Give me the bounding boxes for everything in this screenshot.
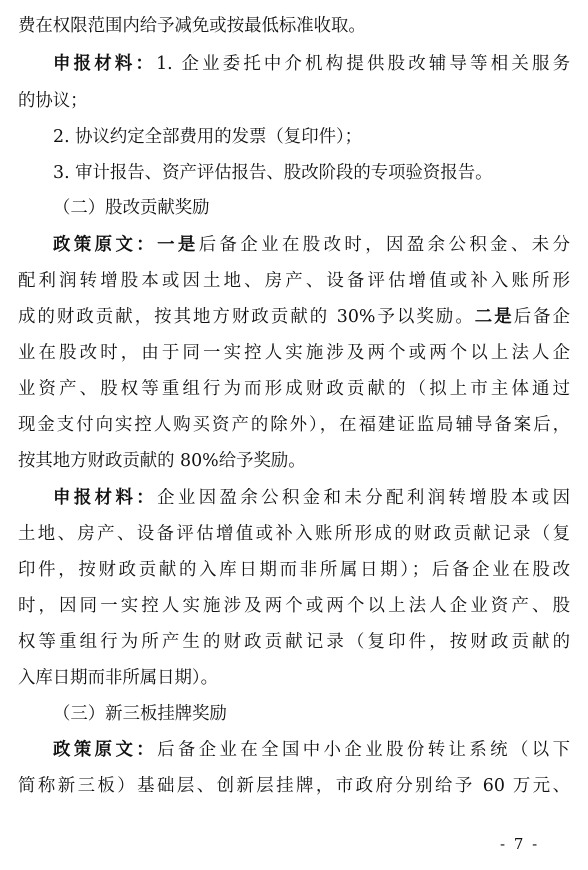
- section-heading-3: [53, 703, 588, 725]
- line-text: 配利润转增股本或因土地、房产、设备评估增值或补入账所形: [18, 271, 570, 291]
- text-line-5: [53, 162, 588, 184]
- line-text: 权等重组行为所产生的财政贡献记录（复印件，按财政贡献的: [18, 632, 570, 652]
- label-first: 一是: [157, 235, 199, 255]
- line-text: 土地、房产、设备评估增值或补入账所形成的财政贡献记录（复: [18, 524, 570, 544]
- text-line-9: [18, 306, 570, 328]
- page-number: - 7 -: [500, 835, 540, 853]
- text-line-7: [18, 234, 570, 256]
- line-text: 业在股改时，由于同一实控人实施涉及两个或两个以上法人企: [18, 343, 570, 363]
- line-text: 入库日期而非所属日期）。: [18, 668, 218, 688]
- line-text: 企业因盈余公积金和未分配利润转增股本或因: [157, 488, 570, 508]
- text-line-22: [18, 775, 570, 797]
- text-line-13: [18, 450, 570, 472]
- line-text: 3. 审计报告、资产评估报告、股改阶段的专项验资报告。: [53, 163, 493, 183]
- line-text: 的协议；: [18, 91, 88, 111]
- line-text: 费在权限范围内给予减免或按最低标准收取。: [18, 16, 366, 36]
- line-text: 后备企业在全国中小企业股份转让系统（以下: [157, 740, 570, 760]
- text-line-21: [18, 739, 570, 761]
- text-line-1: [18, 15, 570, 37]
- text-line-2: [18, 53, 570, 75]
- text-line-19: [18, 667, 570, 689]
- text-line-12: [18, 414, 570, 436]
- section-heading-text: （二）股改贡献奖励: [53, 198, 210, 218]
- text-line-14: [18, 487, 570, 509]
- label-second: 二是: [474, 307, 514, 327]
- line-text: 后备企: [513, 307, 570, 327]
- section-heading-text: （三）新三板挂牌奖励: [53, 704, 227, 724]
- line-text: 现金支付向实控人购买资产的除外），在福建证监局辅导备案后，: [18, 415, 570, 435]
- text-line-10: [18, 342, 570, 364]
- line-text: 简称新三板）基础层、创新层挂牌，市政府分别给予 60 万元、: [18, 776, 570, 796]
- text-line-4: [53, 126, 588, 148]
- text-line-18: [18, 631, 570, 653]
- line-text: 2. 协议约定全部费用的发票（复印件）；: [53, 127, 363, 147]
- text-line-16: [18, 559, 570, 581]
- label-application-materials: 申报材料：: [53, 488, 158, 508]
- line-text: 按其地方财政贡献的 80%给予奖励。: [18, 451, 306, 471]
- line-text: 后备企业在股改时，因盈余公积金、未分: [198, 235, 570, 255]
- text-line-11: [18, 378, 570, 400]
- section-heading-2: [53, 197, 588, 219]
- label-application-materials: 申报材料：: [53, 54, 157, 74]
- text-line-8: [18, 270, 570, 292]
- line-text: 1. 企业委托中介机构提供股改辅导等相关服务: [156, 54, 570, 74]
- line-text: 业资产、股权等重组行为而形成财政贡献的（拟上市主体通过: [18, 379, 570, 399]
- text-line-15: [18, 523, 570, 545]
- label-policy-text: 政策原文：: [53, 235, 158, 255]
- text-line-17: [18, 595, 570, 617]
- label-policy-text: 政策原文：: [53, 740, 158, 760]
- line-text: 印件，按财政贡献的入库日期而非所属日期）；后备企业在股改: [18, 560, 570, 580]
- line-text: 成的财政贡献，按其地方财政贡献的 30%予以奖励。: [18, 307, 475, 327]
- text-line-3: [18, 90, 570, 112]
- line-text: 时，因同一实控人实施涉及两个或两个以上法人企业资产、股: [18, 596, 570, 616]
